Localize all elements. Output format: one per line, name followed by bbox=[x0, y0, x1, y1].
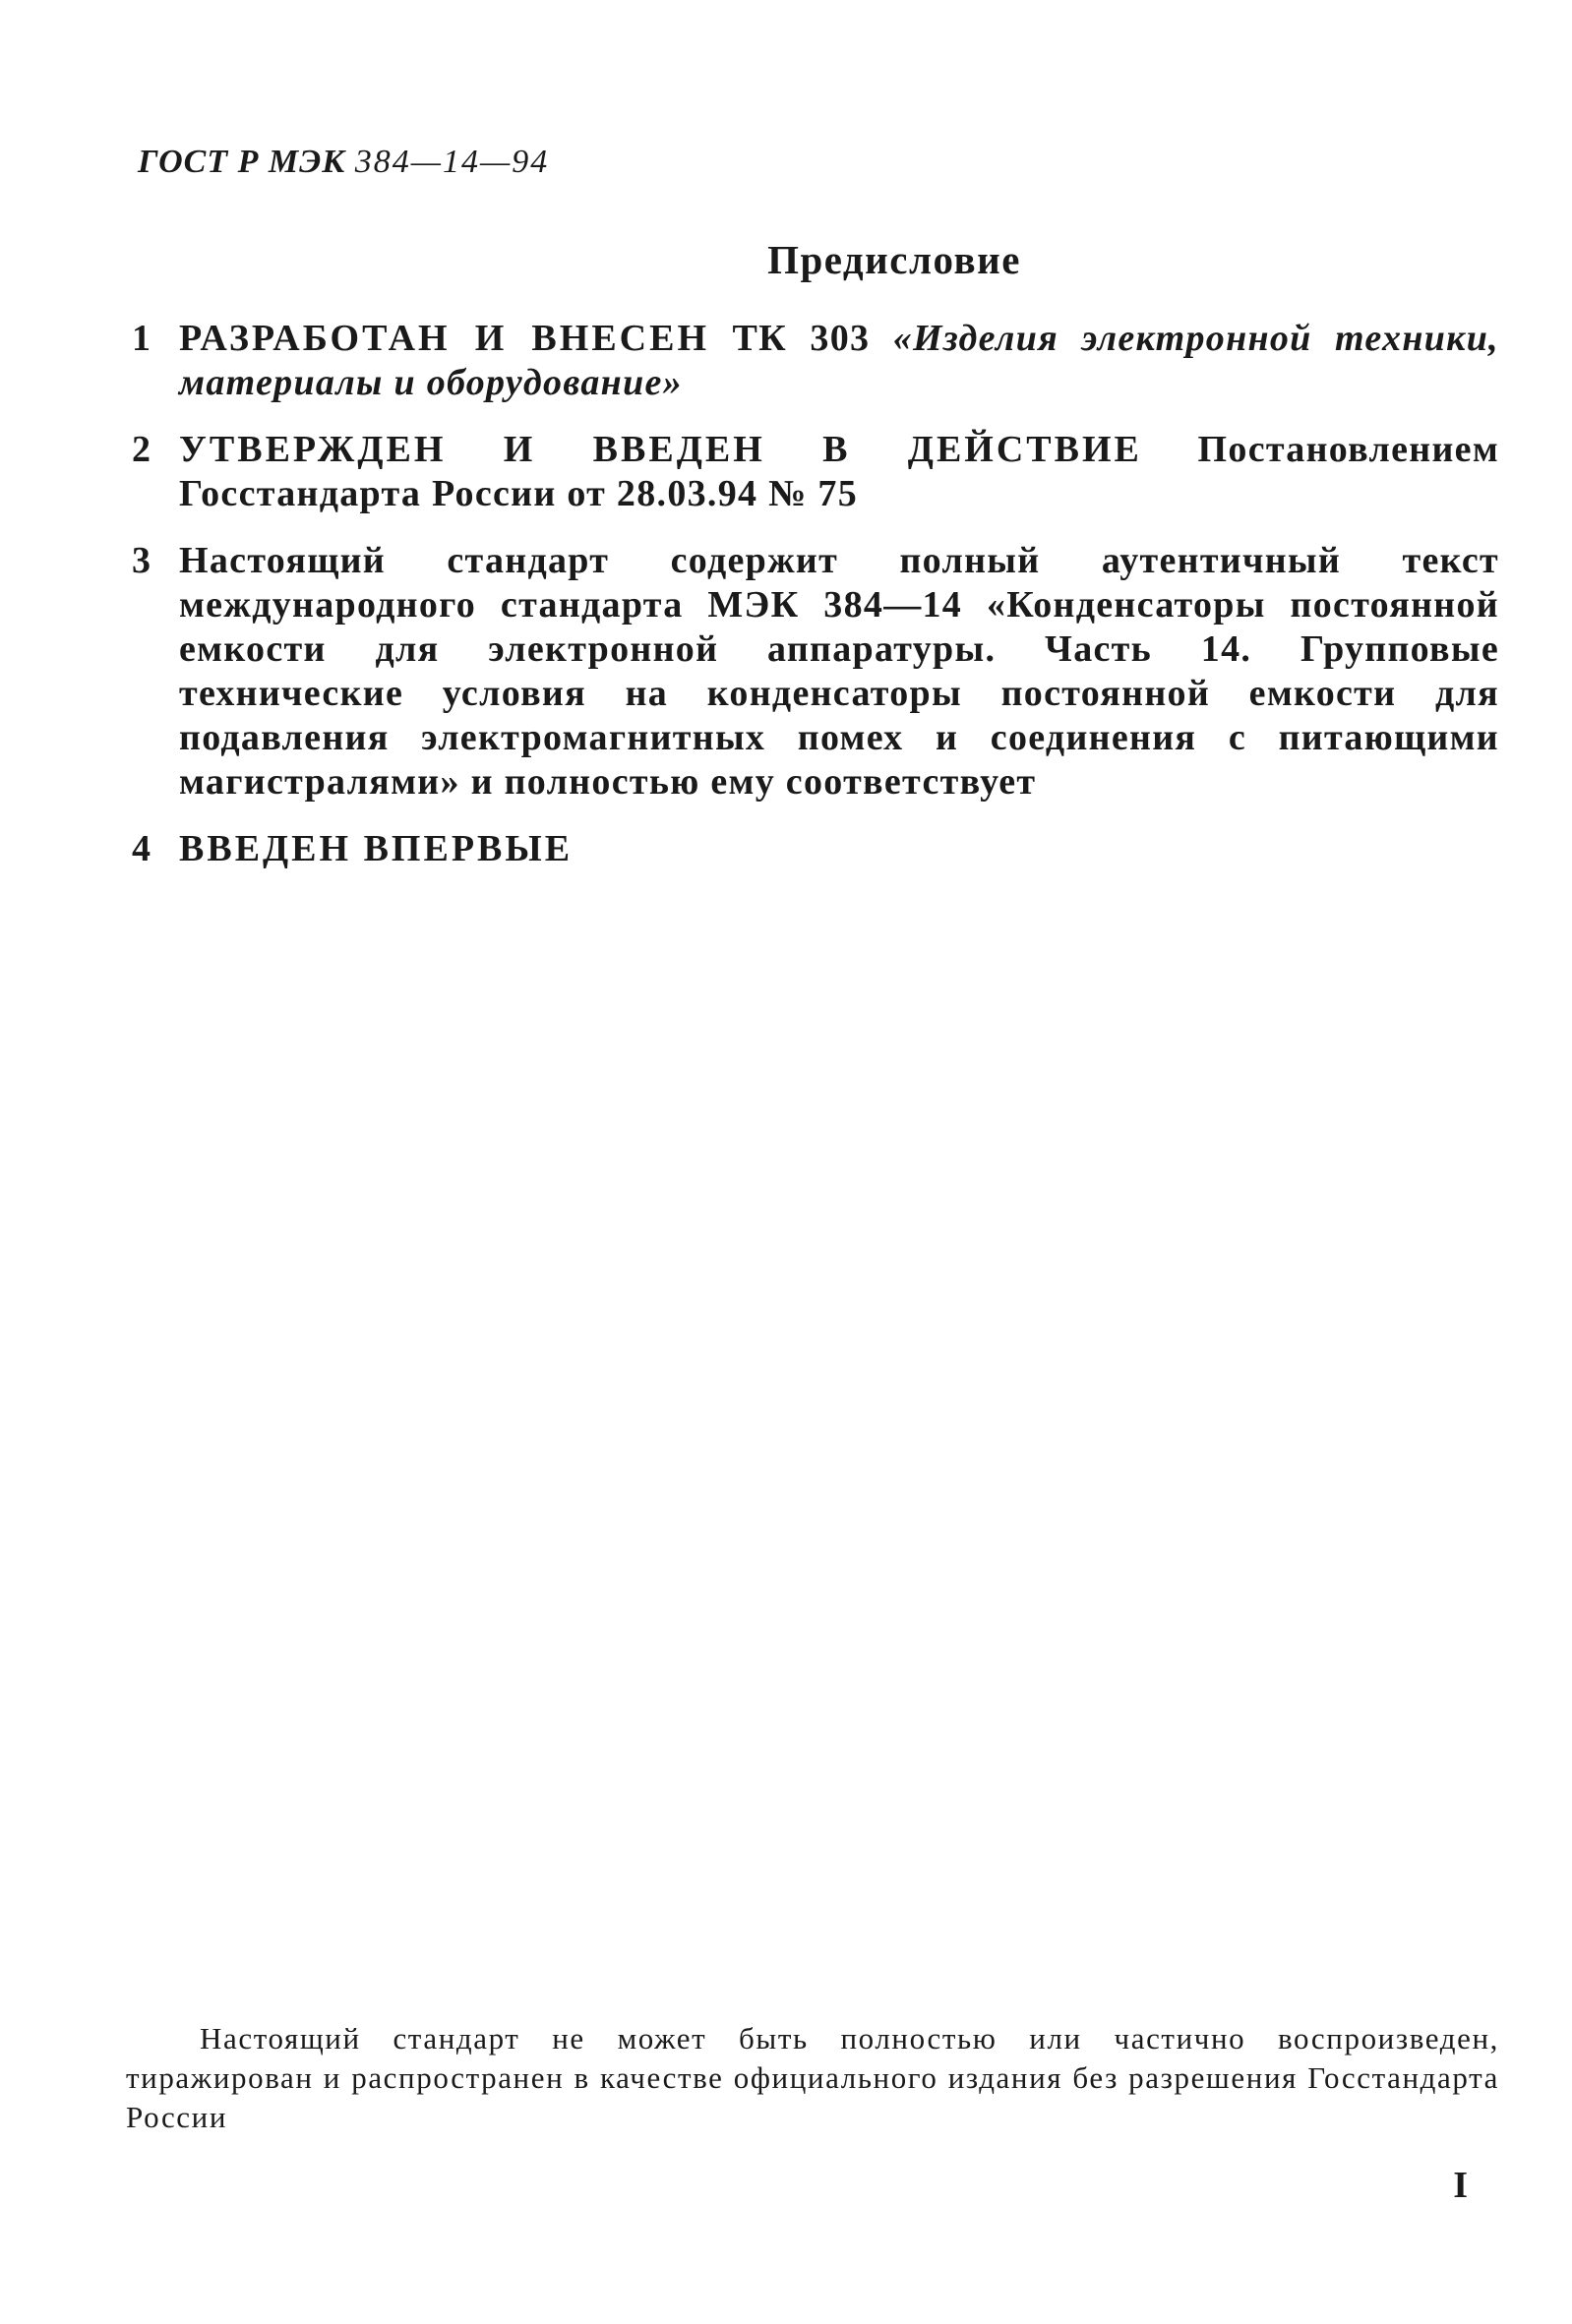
document-code-number: 384—14—94 bbox=[354, 144, 550, 180]
item-number: 1 bbox=[132, 318, 152, 359]
item-number: 2 bbox=[132, 429, 152, 470]
preface-list bbox=[132, 317, 1499, 894]
item-text: ТК 303 bbox=[709, 318, 893, 359]
document-code bbox=[138, 144, 549, 181]
item-caps-text: РАЗРАБОТАН И ВНЕСЕН bbox=[179, 318, 710, 359]
preface-item-3 bbox=[132, 539, 1499, 804]
preface-item-1 bbox=[132, 317, 1499, 405]
item-italic-text: «Изделия электронной техники, материалы и оборудование» bbox=[179, 318, 1499, 403]
item-caps-text: ВВЕДЕН ВПЕРВЫЕ bbox=[179, 828, 574, 869]
copyright-note: Настоящий стандарт не может быть полностью или частично воспроизведен, тиражирован и распространен в качестве официального издания без разрешения Госстандарта России bbox=[126, 2021, 1499, 2134]
item-text: Постановлением Госстандарта России от 28.03.94 № 75 bbox=[179, 429, 1500, 514]
item-caps-text: УТВЕРЖДЕН И ВВЕДЕН В ДЕЙСТВИЕ bbox=[179, 429, 1142, 470]
preface-item-2 bbox=[132, 428, 1499, 516]
item-text: Настоящий стандарт содержит полный аутентичный текст международного стандарта МЭК 384—14 «Конденсаторы постоянной емкости для электронной аппаратуры. Часть 14. Групповые технические условия на конденсаторы постоянной емкости для подавления электромагнитных помех и соединения с питающими магистралями» и полностью ему соответствует bbox=[179, 540, 1499, 803]
preface-item-4 bbox=[132, 827, 1499, 871]
page-title: Предисловие bbox=[767, 237, 1021, 282]
item-number: 3 bbox=[132, 540, 152, 581]
document-code-prefix: ГОСТ Р МЭК bbox=[138, 144, 346, 180]
item-number: 4 bbox=[132, 828, 152, 869]
page-number: I bbox=[1453, 2165, 1468, 2206]
